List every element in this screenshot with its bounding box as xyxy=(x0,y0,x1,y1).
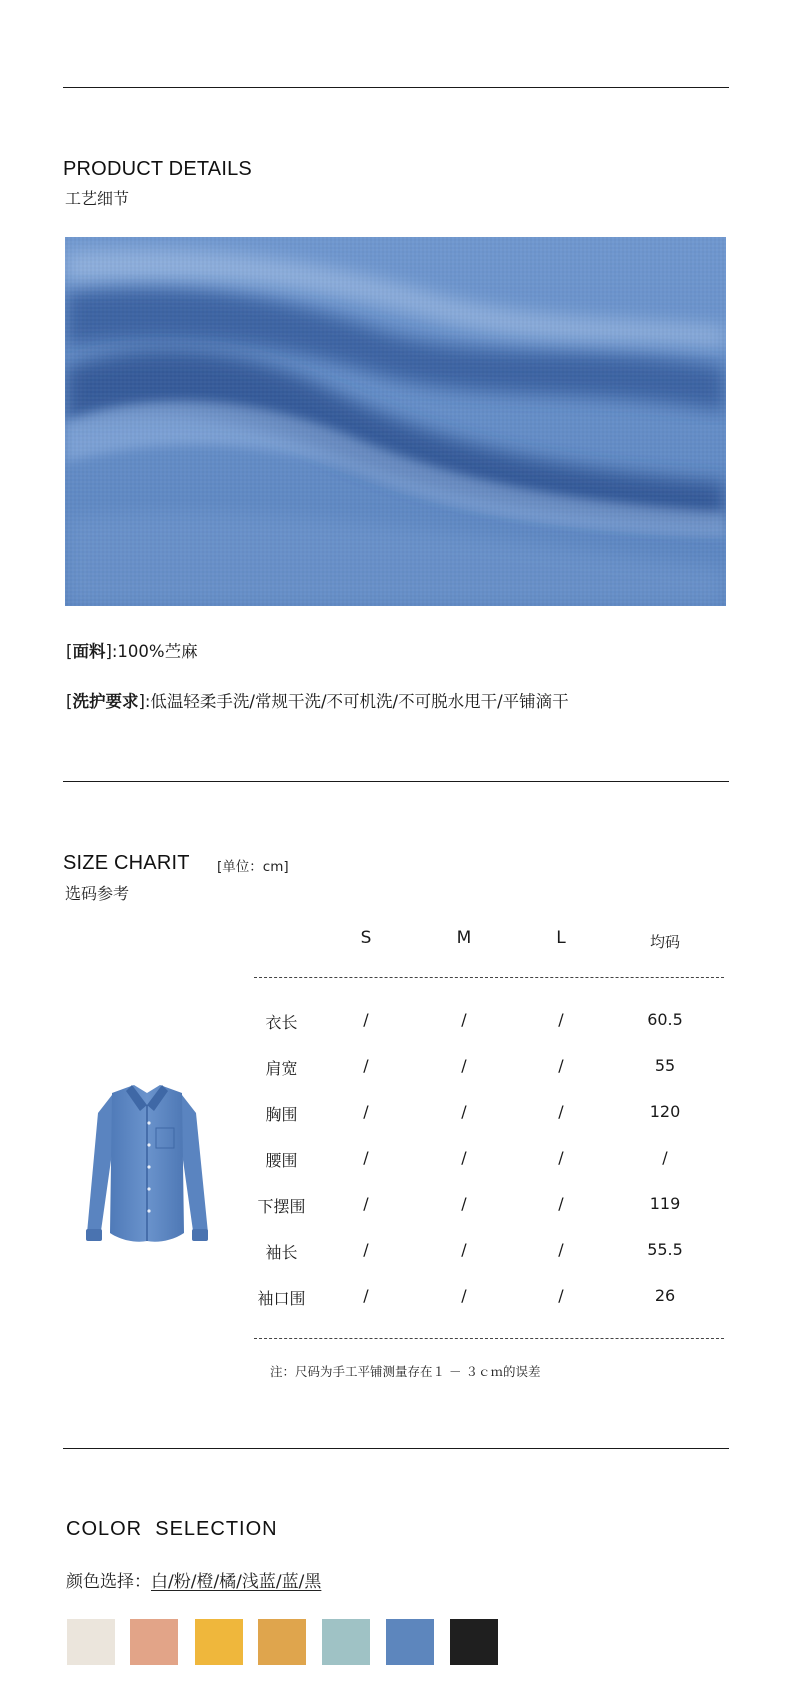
cell-l: / xyxy=(558,1056,564,1075)
cell-s: / xyxy=(363,1056,369,1075)
cell-l: / xyxy=(558,1148,564,1167)
table-row xyxy=(254,1056,724,1086)
cell-l: / xyxy=(558,1194,564,1213)
row-label: 袖长 xyxy=(265,1243,298,1262)
care-label: 洗护要求 xyxy=(72,692,139,711)
swatch-pink xyxy=(130,1619,178,1665)
size-unit: [单位：cm] xyxy=(217,859,289,875)
cell-one-size: 55 xyxy=(654,1056,676,1075)
row-label: 衣长 xyxy=(265,1013,298,1032)
top-divider xyxy=(63,87,729,88)
cell-s: / xyxy=(363,1148,369,1167)
color-options: 白/粉/橙/橘/浅蓝/蓝/黑 xyxy=(151,1572,322,1592)
size-header-s: S xyxy=(360,928,372,948)
cell-s: / xyxy=(363,1286,369,1305)
cell-one-size: / xyxy=(662,1148,668,1167)
swatch-white xyxy=(67,1619,115,1665)
table-row xyxy=(254,1148,724,1178)
color-selection-line xyxy=(66,1567,321,1592)
swatch-blue xyxy=(386,1619,434,1665)
cell-one-size: 26 xyxy=(654,1286,676,1305)
cell-one-size: 60.5 xyxy=(647,1010,683,1029)
size-chart-subtitle: 选码参考 xyxy=(65,884,130,903)
cell-m: / xyxy=(461,1148,467,1167)
table-row xyxy=(254,1286,724,1316)
row-label: 腰围 xyxy=(265,1151,298,1170)
cell-l: / xyxy=(558,1010,564,1029)
size-note: 注：尺码为手工平铺测量存在１ － ３ｃｍ的误差 xyxy=(270,1364,541,1379)
cell-l: / xyxy=(558,1286,564,1305)
table-row xyxy=(254,1194,724,1224)
swatch-orange xyxy=(195,1619,243,1665)
cell-m: / xyxy=(461,1056,467,1075)
row-label: 胸围 xyxy=(265,1105,298,1124)
table-row xyxy=(254,1010,724,1040)
cell-l: / xyxy=(558,1102,564,1121)
color-selection-title: COLOR SELECTION xyxy=(66,1518,278,1540)
fabric-spec: [面料]:100%苎麻 xyxy=(66,642,198,661)
size-header-m: M xyxy=(456,928,472,948)
cell-one-size: 120 xyxy=(649,1102,681,1121)
fabric-closeup-image xyxy=(65,237,726,606)
cell-s: / xyxy=(363,1010,369,1029)
size-divider xyxy=(63,781,729,782)
product-details-subtitle: 工艺细节 xyxy=(65,189,130,208)
color-selection-label: 颜色选择： xyxy=(66,1572,151,1592)
cell-s: / xyxy=(363,1102,369,1121)
care-value: :低温轻柔手洗/常规干洗/不可机洗/不可脱水甩干/平铺滴干 xyxy=(144,692,569,711)
color-divider xyxy=(63,1448,729,1449)
row-label: 肩宽 xyxy=(265,1059,298,1078)
table-row xyxy=(254,1240,724,1270)
cell-one-size: 55.5 xyxy=(647,1240,683,1259)
cell-m: / xyxy=(461,1286,467,1305)
shirt-image xyxy=(82,1083,212,1258)
row-label: 下摆围 xyxy=(257,1197,306,1216)
table-bottom-divider xyxy=(254,1338,724,1339)
swatch-black xyxy=(450,1619,498,1665)
cell-s: / xyxy=(363,1194,369,1213)
fabric-label: 面料 xyxy=(72,642,106,661)
table-row xyxy=(254,1102,724,1132)
size-header-one-size: 均码 xyxy=(649,933,680,951)
cell-s: / xyxy=(363,1240,369,1259)
swatch-light-blue xyxy=(322,1619,370,1665)
row-label: 袖口围 xyxy=(257,1289,306,1308)
cell-m: / xyxy=(461,1240,467,1259)
cell-m: / xyxy=(461,1102,467,1121)
swatch-tangerine xyxy=(258,1619,306,1665)
size-chart-title: SIZE CHARIT xyxy=(63,852,190,874)
cell-m: / xyxy=(461,1194,467,1213)
cell-m: / xyxy=(461,1010,467,1029)
cell-one-size: 119 xyxy=(649,1194,681,1213)
table-top-divider xyxy=(254,977,724,978)
cell-l: / xyxy=(558,1240,564,1259)
size-header-l: L xyxy=(556,928,566,948)
product-details-title: PRODUCT DETAILS xyxy=(63,158,252,180)
fabric-value: :100%苎麻 xyxy=(111,642,198,661)
care-spec: [洗护要求]:低温轻柔手洗/常规干洗/不可机洗/不可脱水甩干/平铺滴干 xyxy=(66,692,569,711)
